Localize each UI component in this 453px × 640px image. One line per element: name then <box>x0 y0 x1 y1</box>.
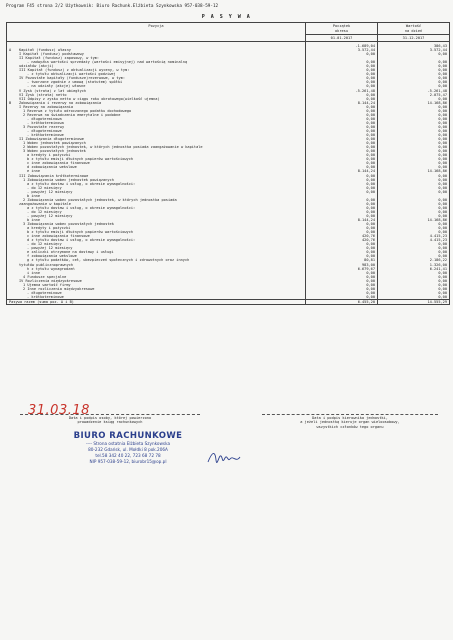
row-text: tytułów publicznoprawnych <box>19 262 74 267</box>
row-value-1: 0,00 <box>306 161 378 165</box>
handwritten-date: 31.03.18 <box>28 403 90 418</box>
row-text: a z tytułu dostaw i usług, o okresie wymagalności: <box>27 181 136 186</box>
row-value-2: 14.168,86 <box>378 218 450 222</box>
row-text: f zobowiązania wekslowe <box>27 254 77 259</box>
row-text: - z tytułu aktualizacji wartości godziwej <box>27 72 116 77</box>
row-value-2: 0,00 <box>378 178 450 182</box>
row-value-2: 0,00 <box>378 206 450 210</box>
sum-value-1: 6.455,20 <box>306 299 378 304</box>
row-value-2: 0,00 <box>378 121 450 125</box>
row-value-2: 0,00 <box>378 165 450 169</box>
row-text: h z tytułu wynagrodzeń <box>27 266 75 271</box>
row-value-2: 0,00 <box>378 198 450 202</box>
row-value-2: -5.261,48 <box>378 89 450 93</box>
row-value-1: 0,00 <box>306 109 378 113</box>
row-value-1: 8.144,24 <box>306 218 378 222</box>
row-value-1: 0,00 <box>306 125 378 129</box>
row-value-1: 0,00 <box>306 153 378 157</box>
row-text: I Rezerwy na zobowiązania <box>19 104 74 109</box>
row-text: IV Rozliczenia międzyokresowe <box>19 278 82 283</box>
date1: 01.01.2017 <box>306 35 378 42</box>
row-value-2: 0,00 <box>378 76 450 80</box>
row-value-1: 0,00 <box>306 52 378 56</box>
sum-row <box>7 299 450 304</box>
row-value-1: 0,00 <box>306 214 378 218</box>
row-text: b z tytułu emisji dłużnych papierów wartościowych <box>27 157 134 162</box>
row-value-1: 0,00 <box>306 295 378 300</box>
row-value-2: 2.075,47 <box>378 93 450 97</box>
row-text: a z tytułu dostaw i usług, o okresie wymagalności: <box>27 205 136 210</box>
row-text: 3 Wobec pozostałych jednostek <box>23 149 86 154</box>
row-value-2: 0,00 <box>378 271 450 275</box>
row-text: 2 Zobowiązania wobec pozostałych jednostek, w których jednostka posiada <box>23 197 177 202</box>
row-value-2: 0,00 <box>378 214 450 218</box>
row-text: - krótkoterminowe <box>27 133 64 138</box>
row-text: VII Odpisy z zysku netto w ciągu roku obrotowego(wielkość ujemna) <box>19 96 160 101</box>
row-value-2: 386,43 <box>378 42 450 49</box>
row-value-1: 0,00 <box>306 133 378 137</box>
header-col1: Początek okresu <box>306 23 378 35</box>
row-text: IV Pozostałe kapitały (fundusze)rezerwowe, w tym: <box>19 76 126 81</box>
row-value-2: 2.186,22 <box>378 258 450 262</box>
row-value-2: 0,00 <box>378 141 450 145</box>
row-text: udziałów (akcji) <box>19 64 54 69</box>
row-value-1: 0,00 <box>306 105 378 109</box>
row-value-1: 0,00 <box>306 97 378 101</box>
row-text: I Kapitał (fundusz) podstawowy <box>19 52 84 57</box>
row-value-2: 14.168,86 <box>378 169 450 173</box>
row-text: - krótkoterminowa <box>27 120 64 125</box>
row-value-1: 6.679,67 <box>306 267 378 271</box>
row-text: d zobowiązania wekslowe <box>27 165 77 170</box>
row-text: 4 Fundusze specjalne <box>23 274 67 279</box>
row-text: e zaliczki otrzymane na dostawy i usługi <box>27 250 114 255</box>
row-value-1: 8.144,24 <box>306 101 378 105</box>
row-lp: B <box>9 100 12 105</box>
row-value-1: 0,00 <box>306 137 378 141</box>
row-value-1: 0,00 <box>306 186 378 190</box>
date2: 31.12.2017 <box>378 35 450 42</box>
row-text: VI Zysk (strata) netto <box>19 92 67 97</box>
row-value-1: 0,00 <box>306 145 378 149</box>
row-value-2: 0,00 <box>378 60 450 64</box>
row-value-1: 0,00 <box>306 283 378 287</box>
sum-value-2: 14.555,29 <box>378 299 450 304</box>
row-value-1: 0,00 <box>306 113 378 117</box>
row-text: 1 Zobowiązania wobec jednostek powiązanych <box>23 177 114 182</box>
row-text: 1 Wobec jednostek powiązanych <box>23 141 86 146</box>
row-text: a kredyty i pożyczki <box>27 226 71 231</box>
stamp-line-2: 80-232 Gdańsk, ul. Mołdki 8 pok.206A <box>88 447 168 452</box>
row-value-1: 0,00 <box>306 141 378 145</box>
row-value-1: 80,81 <box>306 258 378 262</box>
row-value-2: 0,00 <box>378 291 450 295</box>
row-text: c inne zobowiązania finansowe <box>27 234 90 239</box>
stamp-name: BIURO RACHUNKOWE <box>73 431 183 441</box>
row-value-1: 0,00 <box>306 287 378 291</box>
row-value-2: 3.572,44 <box>378 48 450 52</box>
row-text: - krótkoterminowe <box>27 294 64 299</box>
row-value-2: 0,00 <box>378 250 450 254</box>
row-value-2: 0,00 <box>378 283 450 287</box>
row-value-1: 0,00 <box>306 222 378 226</box>
row-text: 2 Inne rozliczenia międzyokresowe <box>23 286 95 291</box>
header-col2: Wartość na dzień <box>378 23 450 35</box>
row-value-1: 8.144,24 <box>306 169 378 173</box>
row-value-2: 0,00 <box>378 80 450 84</box>
row-value-2: 0,00 <box>378 117 450 121</box>
row-text: e inne <box>27 169 40 174</box>
row-value-1: 0,00 <box>306 93 378 97</box>
row-text: III Zobowiązania krótkoterminowe <box>19 173 89 178</box>
row-text: II Kapitał (fundusz) zapasowy, w tym: <box>19 56 100 61</box>
row-value-1: 0,00 <box>306 230 378 234</box>
row-value-2: 0,00 <box>378 137 450 141</box>
row-value-1: 0,00 <box>306 121 378 125</box>
row-value-1: 0,00 <box>306 84 378 88</box>
row-value-1: 0,00 <box>306 60 378 64</box>
row-value-1: 0,00 <box>306 178 378 182</box>
row-text: 1 Rezerwa z tytułu odroczonego podatku dochodowego <box>23 108 132 113</box>
row-value-2: 0,00 <box>378 190 450 194</box>
row-text: 1 Ujemna wartość firmy <box>23 282 71 287</box>
row-value-2: 0,00 <box>378 105 450 109</box>
row-text: III Kapitał (fundusz) z aktualizacji wyceny, w tym: <box>19 68 130 73</box>
row-text: zaangażowanie w kapitale <box>19 201 71 206</box>
row-text: - do 12 miesięcy <box>27 242 62 247</box>
row-text: - nadwyżka wartości sprzedaży (wartości emisyjnej) nad wartością nominalną <box>27 60 188 65</box>
row-text: c inne zobowiązania finansowe <box>27 161 90 166</box>
row-value-1: 0,00 <box>306 275 378 279</box>
row-value-2: 0,00 <box>378 84 450 88</box>
row-value-2: 0,00 <box>378 202 450 206</box>
row-value-1: -1.689,04 <box>306 42 378 49</box>
table-header-row <box>7 23 450 35</box>
row-value-2: 14.168,86 <box>378 101 450 105</box>
right-signature-caption: Data i podpis kierownika jednostki, a jeżeli jednostką kieruje organ wieloosobowy, wszystkich członków tego organu <box>300 416 400 429</box>
row-text: II Zobowiązania długoterminowe <box>19 137 84 142</box>
row-text: Kapitał (fundusz) własny <box>19 48 71 53</box>
row-value-1: 0,00 <box>306 129 378 133</box>
row-value-2: 4.415,23 <box>378 238 450 242</box>
row-value-1: 3.572,44 <box>306 48 378 52</box>
row-value-2: 0,00 <box>378 64 450 68</box>
header-pozycja: Pozycja <box>7 23 306 42</box>
row-value-1: 0,00 <box>306 279 378 283</box>
row-value-1: 0,00 <box>306 68 378 72</box>
row-value-2: 0,00 <box>378 109 450 113</box>
row-value-2: 0,00 <box>378 182 450 186</box>
row-value-1: 0,00 <box>306 271 378 275</box>
row-value-2: 0,00 <box>378 275 450 279</box>
row-value-2: 4.415,23 <box>378 234 450 238</box>
row-value-2: 0,00 <box>378 222 450 226</box>
row-value-2: 0,00 <box>378 279 450 283</box>
row-text: - powyżej 12 miesięcy <box>27 189 73 194</box>
row-value-1: 420,76 <box>306 234 378 238</box>
page-title: P A S Y W A <box>201 14 252 20</box>
row-value-2: 0,00 <box>378 230 450 234</box>
row-value-1: 0,00 <box>306 202 378 206</box>
handwritten-signature <box>206 448 242 470</box>
row-value-1: 983,00 <box>306 263 378 267</box>
signature-line-right <box>262 414 438 415</box>
row-value-2: 0,00 <box>378 68 450 72</box>
row-text: g z tytułu podatków, ceł, ubezpieczeń społecznych i zdrowotnych oraz innych <box>27 258 190 263</box>
row-value-2: 0,00 <box>378 157 450 161</box>
left-signature-caption: Data i podpis osoby, której powierzono prowadzenie ksiąg rachunkowych <box>68 416 152 425</box>
row-text: - długoterminowe <box>27 290 62 295</box>
row-text: - długoterminowe <box>27 128 62 133</box>
row-text: - powyżej 12 miesięcy <box>27 246 73 251</box>
row-text: i inne <box>27 270 40 275</box>
row-value-2: 0,00 <box>378 97 450 101</box>
row-value-2: 0,00 <box>378 161 450 165</box>
sum-label: Pasywa razem (suma poz. A i B) <box>7 299 306 304</box>
row-value-2: 6.241,41 <box>378 267 450 271</box>
row-value-2: 0,00 <box>378 210 450 214</box>
row-value-2: 0,00 <box>378 125 450 129</box>
row-text: a kredyty i pożyczki <box>27 153 71 158</box>
row-value-1: 0,00 <box>306 254 378 258</box>
row-text: V Zysk (strata) z lat ubiegłych <box>19 88 87 93</box>
row-value-2: 0,00 <box>378 72 450 76</box>
row-value-1: 0,00 <box>306 157 378 161</box>
row-text: b z tytułu emisji dłużnych papierów wartościowych <box>27 230 134 235</box>
row-value-1: 0,00 <box>306 149 378 153</box>
row-text: 2 Wobec pozostałych jednostek, w których jednostka posiada zaangażowanie w kapitale <box>23 145 203 150</box>
row-value-1: 0,00 <box>306 291 378 295</box>
row-value-2: 0,00 <box>378 254 450 258</box>
row-text: - długoterminowa <box>27 116 62 121</box>
row-text: d z tytułu dostaw i usług, o okresie wymagalności: <box>27 238 136 243</box>
row-value-1: 0,00 <box>306 182 378 186</box>
row-value-1: 0,00 <box>306 242 378 246</box>
row-text: Zobowiązania i rezerwy na zobowiązania <box>19 100 102 105</box>
company-stamp <box>58 431 198 465</box>
row-text: - na udziały (akcje) własne <box>27 84 86 89</box>
row-value-1: 0,00 <box>306 174 378 178</box>
stamp-line-4: NIP 957-038-59-12, biurobr15@op.pl <box>89 459 167 464</box>
page-header: Program F45 strona 2/2 Użytkownik: Biuro Rachunk.Elżbieta Szynkowska 957-038-59-12 <box>6 4 219 9</box>
row-text: 2 Rezerwa na świadczenia emerytalne i podobne <box>23 112 121 117</box>
row-text: b inne <box>27 218 40 223</box>
row-text: - tworzone zgodnie z umową (statutem) spółki <box>27 80 123 85</box>
row-text: - powyżej 12 miesięcy <box>27 213 73 218</box>
row-value-1: 0,00 <box>306 64 378 68</box>
row-text: 3 Zobowiązania wobec pozostałych jednostek <box>23 222 114 227</box>
row-value-2: 0,00 <box>378 246 450 250</box>
row-value-2: 0,00 <box>378 174 450 178</box>
row-value-2: 0,00 <box>378 145 450 149</box>
row-value-1: 0,00 <box>306 80 378 84</box>
row-value-2: 0,00 <box>378 226 450 230</box>
row-value-2: 0,00 <box>378 129 450 133</box>
stamp-line-3: tel.58 342 40 22, 723 68 72 78 <box>95 453 161 458</box>
stamp-line-1: ---- Strona ostatnia Elżbieta Szynkowska <box>85 441 171 446</box>
row-value-1: 420,76 <box>306 238 378 242</box>
row-value-2: 0,00 <box>378 295 450 300</box>
row-value-1: 0,00 <box>306 72 378 76</box>
row-value-2: 0,00 <box>378 113 450 117</box>
balance-sheet-table <box>6 22 450 305</box>
row-value-2: 0,00 <box>378 133 450 137</box>
row-value-1: 0,00 <box>306 117 378 121</box>
row-value-1: 0,00 <box>306 210 378 214</box>
row-value-1: 0,00 <box>306 198 378 202</box>
row-value-2: 0,00 <box>378 149 450 153</box>
row-value-1: 0,00 <box>306 250 378 254</box>
row-value-1: 0,00 <box>306 190 378 194</box>
row-value-1: 0,00 <box>306 226 378 230</box>
row-value-2: 0,00 <box>378 242 450 246</box>
row-value-2: 1.326,00 <box>378 263 450 267</box>
row-value-2: 0,00 <box>378 287 450 291</box>
row-text: - do 12 miesięcy <box>27 209 62 214</box>
row-text: b inne <box>27 193 40 198</box>
row-value-2: 0,00 <box>378 52 450 56</box>
row-value-2: 0,00 <box>378 186 450 190</box>
row-value-1: -5.261,48 <box>306 89 378 93</box>
row-value-2: 0,00 <box>378 153 450 157</box>
row-value-1: 0,00 <box>306 165 378 169</box>
row-value-1: 0,00 <box>306 206 378 210</box>
row-lp: A <box>9 48 12 53</box>
row-text: 3 Pozostałe rezerwy <box>23 124 65 129</box>
row-text: - do 12 miesięcy <box>27 185 62 190</box>
row-value-1: 0,00 <box>306 246 378 250</box>
row-value-1: 0,00 <box>306 76 378 80</box>
